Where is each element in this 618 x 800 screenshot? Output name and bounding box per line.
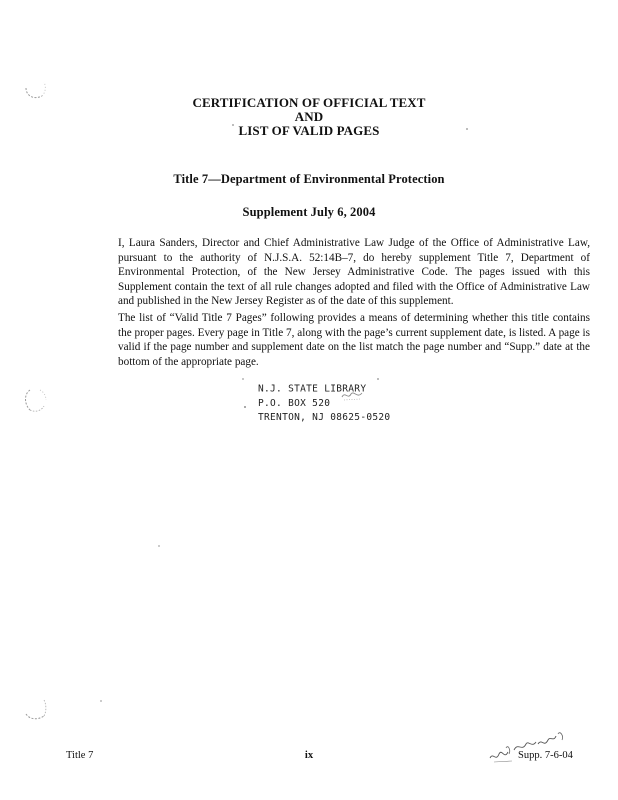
- certification-paragraph: I, Laura Sanders, Director and Chief Administrative Law Judge of the Office of Administrative Law, pursuant to the authority of N.J.S.A. 52:14B–7, do hereby supplement Title 7, Department of Environmental Protection, of the New Jersey Administrative Code. The pages issued with this Supplement contain the text of all rule changes adopted and filed with the Office of Administrative Law and published in the New Jersey Register as of the date of this supplement.: [118, 237, 590, 308]
- supplement-date-heading: Supplement July 6, 2004: [242, 205, 376, 219]
- valid-pages-heading: LIST OF VALID PAGES: [238, 123, 380, 138]
- valid-pages-paragraph: The list of “Valid Title 7 Pages” following provides a means of determining whether this title contains the proper pages. Every page in Title 7, along with the page’s current supplement date, is listed. A page is valid if the page number and supplement date on the list match the page number and “Supp.” date at the bottom of the appropriate page.: [118, 312, 590, 368]
- binder-hole-bottom-icon: [22, 694, 48, 722]
- title-heading: Title 7—Department of Environmental Protection: [173, 172, 445, 186]
- scan-speck-icon: [377, 378, 379, 380]
- certification-heading: CERTIFICATION OF OFFICIAL TEXT: [192, 95, 426, 110]
- heading-and: AND: [294, 109, 324, 124]
- stamp-line-box: P.O. BOX 520: [258, 397, 331, 409]
- scan-speck-icon: [242, 378, 244, 380]
- scan-speck-icon: [158, 545, 160, 547]
- stamp-squiggle-icon: [340, 388, 364, 402]
- page-number: ix: [304, 750, 314, 761]
- stamp-line-library: N.J. STATE LIBRARY: [258, 383, 367, 395]
- footer-title: Title 7: [66, 750, 94, 761]
- handwritten-initials-icon: [484, 728, 576, 768]
- footer-supplement-date: Supp. 7-6-04: [518, 750, 573, 761]
- stamp-line-address: TRENTON, NJ 08625-0520: [258, 411, 391, 423]
- scan-speck-icon: [244, 406, 246, 408]
- library-stamp: [258, 382, 390, 425]
- binder-hole-middle-icon: [22, 386, 48, 414]
- scan-speck-icon: [100, 700, 102, 702]
